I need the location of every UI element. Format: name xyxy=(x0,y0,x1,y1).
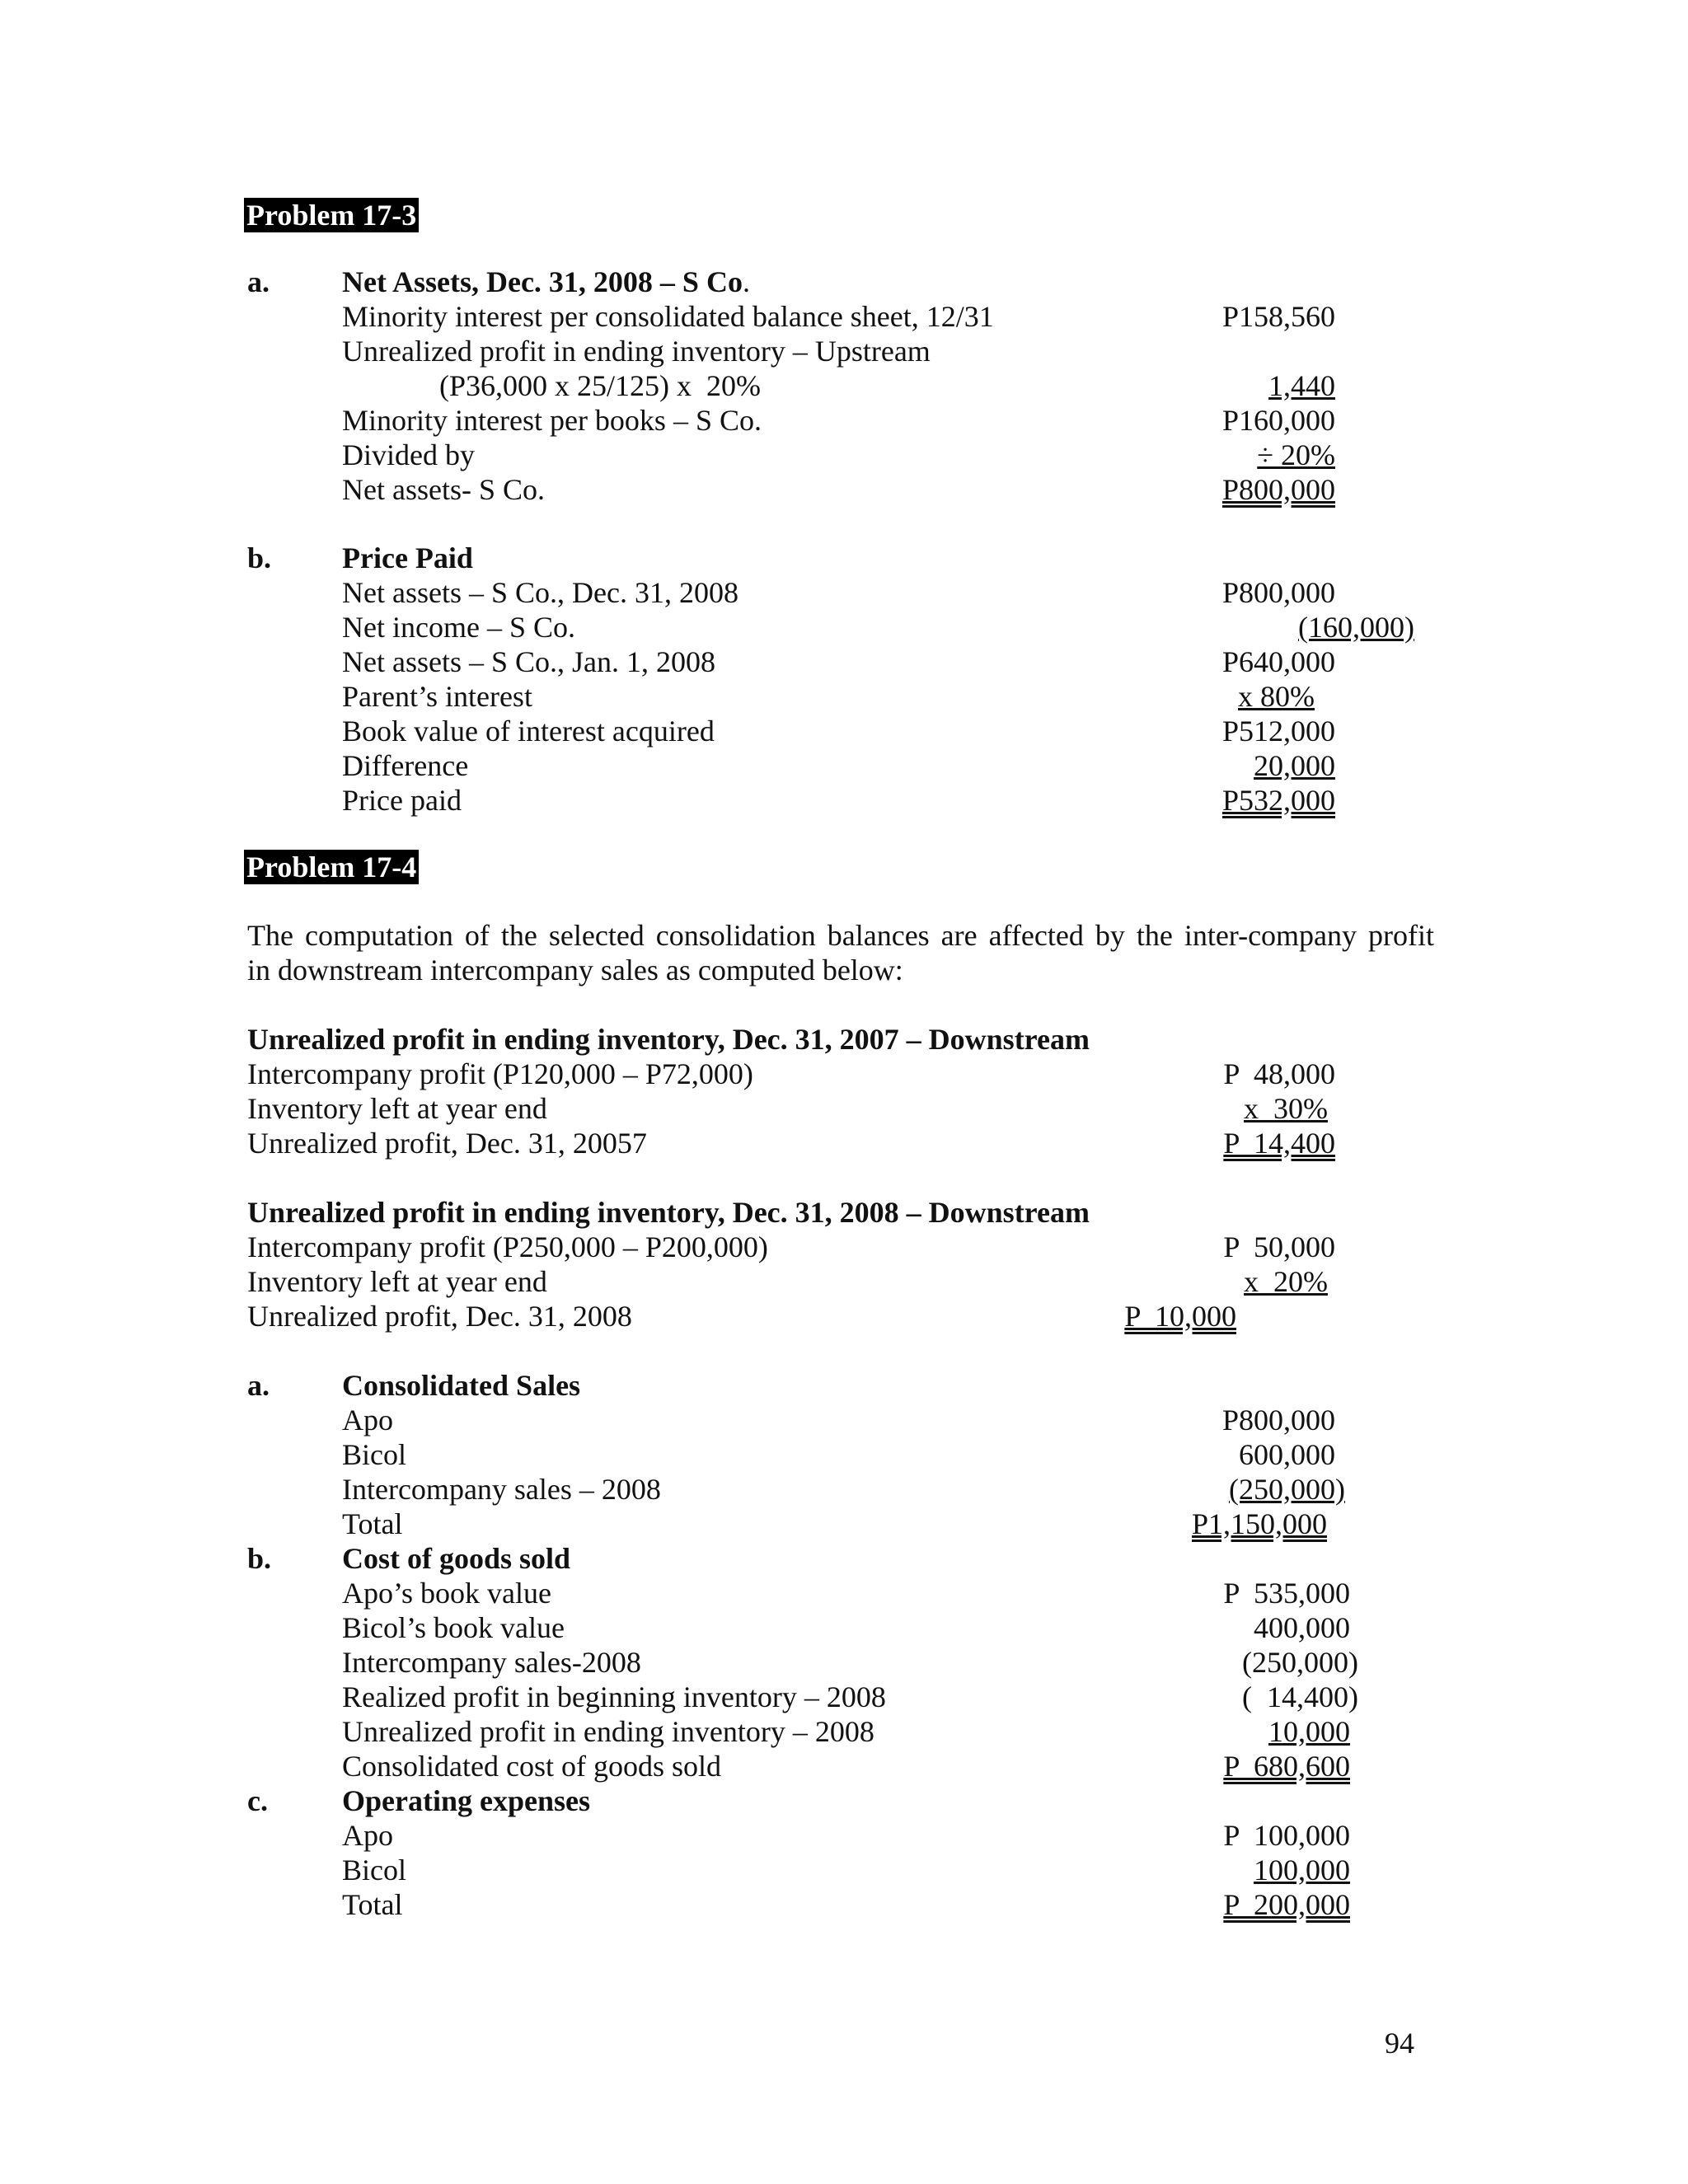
row-amount xyxy=(1220,1714,1350,1749)
row-label: Unrealized profit, Dec. 31, 20057 xyxy=(247,1127,647,1160)
row-amount xyxy=(1137,1472,1345,1507)
row-label: Intercompany sales – 2008 xyxy=(342,1473,661,1506)
amount-text: x 80% xyxy=(1238,680,1315,713)
section-heading xyxy=(342,265,750,299)
row-label: Net assets – S Co., Jan. 1, 2008 xyxy=(342,645,715,678)
row-amount xyxy=(1137,472,1335,507)
page-number: 94 xyxy=(1385,2027,1414,2060)
row-label: Parent’s interest xyxy=(342,680,532,713)
amount-text: 100,000 xyxy=(1254,1854,1350,1886)
row-label: Intercompany profit (P120,000 – P72,000) xyxy=(247,1057,753,1090)
section-heading: Price Paid xyxy=(342,541,473,574)
row-label: Minority interest per books – S Co. xyxy=(342,404,762,437)
row-amount xyxy=(1137,1576,1350,1610)
row-amount xyxy=(1220,748,1335,783)
row-label: Book value of interest acquired xyxy=(342,715,715,748)
row-label: Difference xyxy=(342,749,469,782)
row-label: Total xyxy=(342,1507,403,1540)
intro-paragraph xyxy=(247,918,1434,987)
row-label: Apo xyxy=(342,1404,393,1436)
row-label: Net income – S Co. xyxy=(342,611,575,644)
section-letter: b. xyxy=(247,1542,272,1575)
amount-text: P 200,000 xyxy=(1223,1888,1350,1921)
amount-text: ÷ 20% xyxy=(1257,438,1335,471)
amount-text: ( 14,400) xyxy=(1242,1680,1358,1713)
section-letter: a. xyxy=(247,1369,270,1402)
row-label: Bicol xyxy=(342,1438,406,1471)
unrealized-2007-heading: Unrealized profit in ending inventory, Dec. 31, 2007 – Downstream xyxy=(247,1023,1090,1056)
section-heading: Consolidated Sales xyxy=(342,1369,581,1402)
amount-text: P800,000 xyxy=(1221,1404,1335,1436)
amount-text: 20,000 xyxy=(1254,749,1335,782)
row-amount xyxy=(1220,1853,1350,1887)
heading-text: Net Assets, Dec. 31, 2008 – S Co xyxy=(342,265,743,298)
row-amount xyxy=(1137,714,1335,748)
row-label: Unrealized profit, Dec. 31, 2008 xyxy=(247,1300,632,1333)
row-label: Total xyxy=(342,1888,403,1921)
amount-text: 600,000 xyxy=(1239,1438,1335,1471)
section-heading: Operating expenses xyxy=(342,1784,590,1817)
row-label: Divided by xyxy=(342,438,475,471)
row-amount xyxy=(1137,1680,1358,1714)
row-label: Realized profit in beginning inventory – 2008 xyxy=(342,1680,886,1713)
amount-text: P 535,000 xyxy=(1223,1577,1350,1610)
row-label: Consolidated cost of goods sold xyxy=(342,1750,721,1783)
amount-text: P 50,000 xyxy=(1223,1230,1335,1263)
amount-text: 10,000 xyxy=(1268,1715,1350,1748)
amount-text: P 10,000 xyxy=(1124,1300,1236,1333)
row-amount xyxy=(1137,575,1335,610)
amount-text: 400,000 xyxy=(1254,1611,1350,1644)
row-amount xyxy=(1220,368,1335,403)
amount-text: P800,000 xyxy=(1221,473,1335,506)
row-label: Price paid xyxy=(342,784,462,817)
section-letter: a. xyxy=(247,265,270,298)
row-label: Unrealized profit in ending inventory – Upstream xyxy=(342,335,931,368)
amount-text: 1,440 xyxy=(1268,369,1335,402)
row-label: (P36,000 x 25/125) x 20% xyxy=(439,369,761,402)
heading-end: . xyxy=(742,265,750,298)
row-amount xyxy=(1220,438,1335,472)
row-label: Apo xyxy=(342,1819,393,1852)
section-letter: c. xyxy=(247,1784,268,1817)
row-amount xyxy=(1220,610,1414,644)
section-heading: Cost of goods sold xyxy=(342,1542,571,1575)
row-label: Inventory left at year end xyxy=(247,1265,547,1298)
row-amount xyxy=(1137,1230,1335,1264)
problem-17-4-title: Problem 17-4 xyxy=(244,850,419,884)
row-amount xyxy=(1137,1645,1358,1680)
amount-text: (250,000) xyxy=(1229,1473,1345,1506)
row-amount xyxy=(1137,403,1335,438)
row-amount xyxy=(1137,783,1335,818)
row-label: Intercompany profit (P250,000 – P200,000) xyxy=(247,1230,768,1263)
amount-text: P 680,600 xyxy=(1223,1750,1350,1783)
intro-line: The computation of the selected consolidation balances are affected by the inter-company profit xyxy=(247,919,1434,952)
amount-text: P512,000 xyxy=(1221,715,1335,748)
row-amount xyxy=(1137,299,1335,334)
amount-text: P532,000 xyxy=(1221,784,1335,817)
amount-text: P 48,000 xyxy=(1223,1057,1335,1090)
section-letter: b. xyxy=(247,541,272,574)
row-amount xyxy=(1137,1887,1350,1922)
amount-text: x 20% xyxy=(1244,1265,1328,1298)
row-label: Intercompany sales-2008 xyxy=(342,1646,641,1679)
amount-text: P1,150,000 xyxy=(1191,1507,1327,1540)
amount-text: P800,000 xyxy=(1221,576,1335,609)
row-label: Unrealized profit in ending inventory – 2008 xyxy=(342,1715,874,1748)
row-amount xyxy=(1104,1507,1327,1541)
row-amount xyxy=(1137,1437,1335,1472)
row-amount xyxy=(1137,1610,1350,1645)
row-label: Net assets- S Co. xyxy=(342,473,545,506)
problem-17-3-title: Problem 17-3 xyxy=(244,198,419,232)
row-amount xyxy=(1137,1403,1335,1437)
row-amount xyxy=(1220,1091,1328,1126)
amount-text: P640,000 xyxy=(1221,645,1335,678)
amount-text: (250,000) xyxy=(1242,1646,1358,1679)
unrealized-2008-heading: Unrealized profit in ending inventory, Dec. 31, 2008 – Downstream xyxy=(247,1196,1090,1229)
amount-text: x 30% xyxy=(1244,1092,1328,1125)
row-label: Net assets – S Co., Dec. 31, 2008 xyxy=(342,576,738,609)
row-label: Inventory left at year end xyxy=(247,1092,547,1125)
amount-text: P158,560 xyxy=(1221,300,1335,333)
row-amount xyxy=(1137,644,1335,679)
row-amount xyxy=(1220,679,1315,714)
row-label: Apo’s book value xyxy=(342,1577,551,1610)
intro-line: in downstream intercompany sales as computed below: xyxy=(247,954,903,987)
amount-text: (160,000) xyxy=(1298,611,1414,644)
row-amount xyxy=(1220,1264,1328,1299)
row-amount xyxy=(1137,1126,1335,1160)
amount-text: P 100,000 xyxy=(1223,1819,1350,1852)
row-amount xyxy=(1137,1057,1335,1091)
row-label: Minority interest per consolidated balance sheet, 12/31 xyxy=(342,300,994,333)
amount-text: P160,000 xyxy=(1221,404,1335,437)
row-amount xyxy=(1039,1299,1236,1333)
row-label: Bicol xyxy=(342,1854,406,1886)
row-amount xyxy=(1137,1749,1350,1783)
row-label: Bicol’s book value xyxy=(342,1611,565,1644)
row-amount xyxy=(1137,1818,1350,1853)
amount-text: P 14,400 xyxy=(1223,1127,1335,1160)
